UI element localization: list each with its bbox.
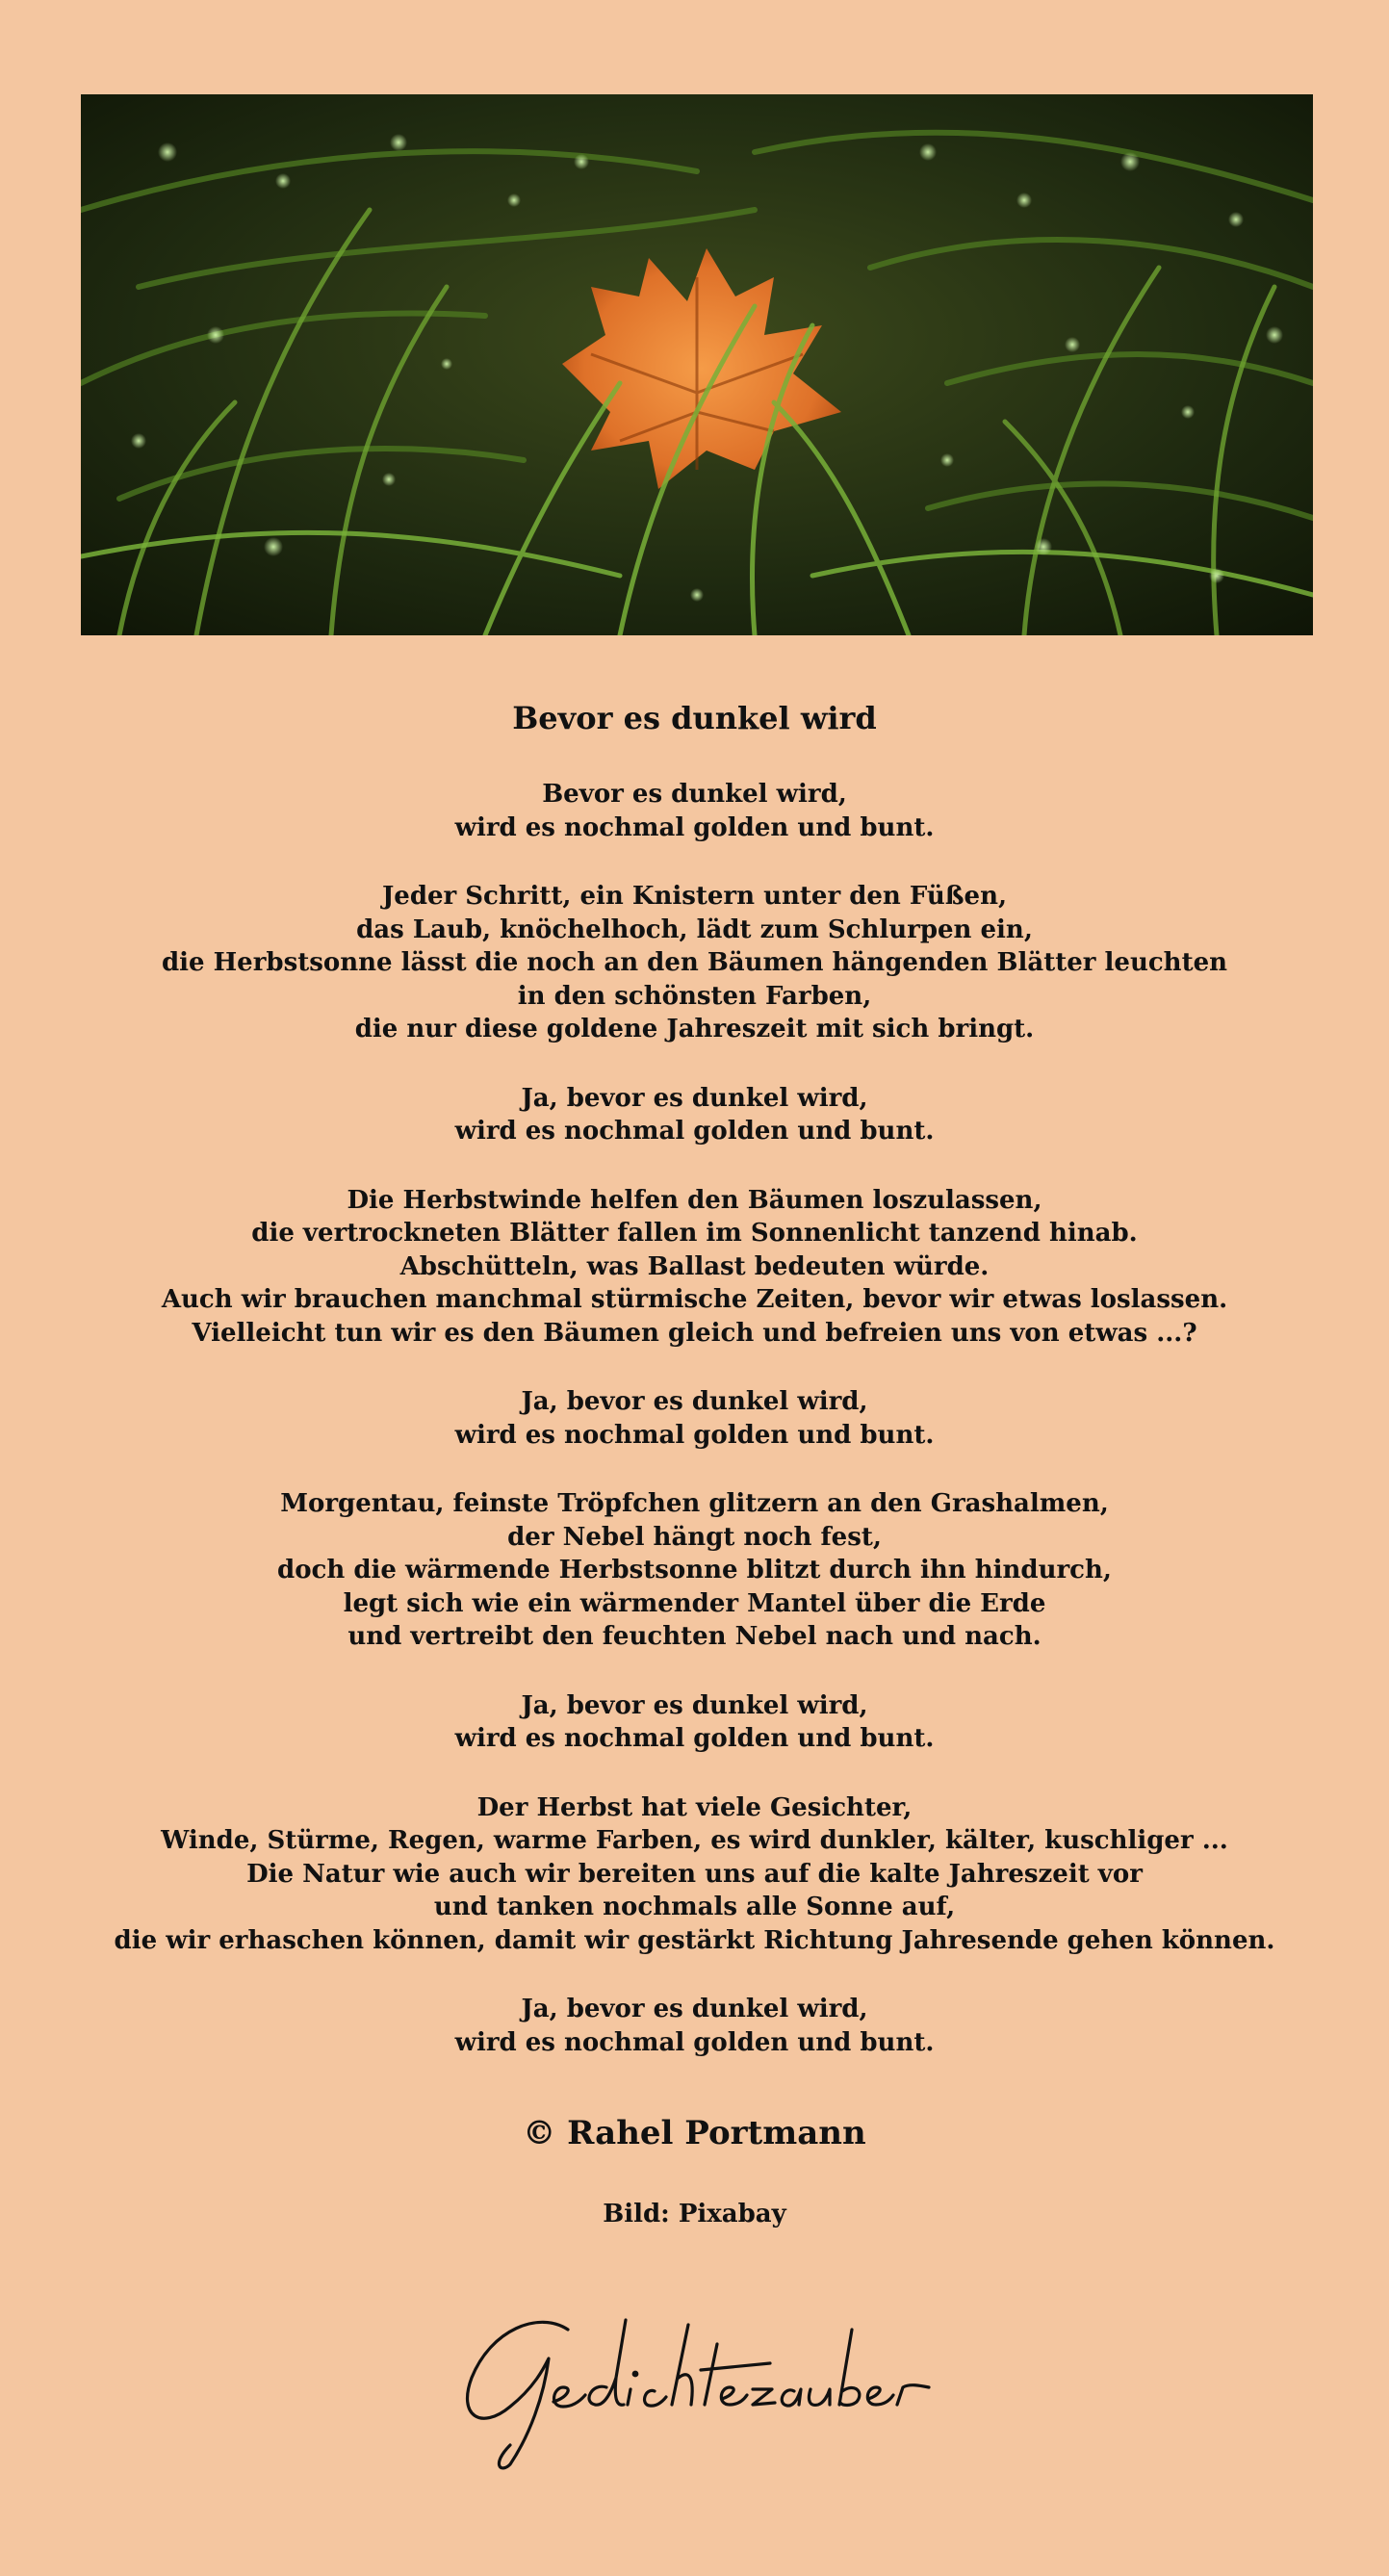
hero-image: [81, 94, 1313, 635]
poem-line: in den schönsten Farben,: [517, 981, 872, 1011]
poem-body: [19, 778, 1370, 2095]
poem-line: Ja, bevor es dunkel wird,: [521, 1995, 868, 2023]
poem-line: Ja, bevor es dunkel wird,: [521, 1387, 868, 1416]
poem-line: Der Herbst hat viele Gesichter,: [476, 1792, 913, 1822]
poem-line: Bevor es dunkel wird,: [542, 780, 847, 809]
poem-line: Winde, Stürme, Regen, warme Farben, es wird dunkler, kälter, kuschliger ...: [161, 1826, 1228, 1855]
stanza: [19, 1791, 1370, 1958]
poem-line: das Laub, knöchelhoch, lädt zum Schlurpen ein,: [356, 914, 1033, 944]
poem-line: Morgentau, feinste Tröpfchen glitzern an den Grashalmen,: [280, 1489, 1109, 1518]
poem-line: Jeder Schritt, ein Knistern unter den Füßen,: [381, 882, 1008, 911]
stanza: [19, 1689, 1370, 1756]
poem-line: der Nebel hängt noch fest,: [507, 1522, 882, 1552]
poem-line: Vielleicht tun wir es den Bäumen gleich und befreien uns von etwas ...?: [192, 1318, 1197, 1348]
poem-line: legt sich wie ein wärmender Mantel über die Erde: [343, 1588, 1046, 1618]
poem-line: die nur diese goldene Jahreszeit mit sich bringt.: [354, 1015, 1035, 1043]
poem-line: wird es nochmal golden und bunt.: [454, 1724, 935, 1753]
stanza: [19, 1082, 1370, 1148]
poem-line: Die Natur wie auch wir bereiten uns auf die kalte Jahreszeit vor: [246, 1859, 1143, 1889]
poem-line: wird es nochmal golden und bunt.: [454, 2027, 935, 2057]
stanza: [19, 1385, 1370, 1452]
poem-line: Die Herbstwinde helfen den Bäumen loszulassen,: [347, 1185, 1042, 1215]
stanza: [19, 1487, 1370, 1654]
poem-line: wird es nochmal golden und bunt.: [454, 1420, 935, 1450]
signature-logo: [452, 2310, 943, 2474]
stanza: [19, 1993, 1370, 2059]
poem-line: wird es nochmal golden und bunt.: [454, 812, 935, 842]
autumn-leaf-grass-photo: [81, 94, 1313, 635]
poem-line: die wir erhaschen können, damit wir gestärkt Richtung Jahresende gehen können.: [114, 1925, 1275, 1955]
image-credit: Bild: Pixabay: [603, 2200, 786, 2228]
poem-title: Bevor es dunkel wird: [512, 700, 877, 736]
stanza: [19, 778, 1370, 844]
poem-line: und tanken nochmals alle Sonne auf,: [433, 1893, 956, 1921]
author-credit: © Rahel Portmann: [523, 2114, 866, 2152]
poem-line: Ja, bevor es dunkel wird,: [521, 1690, 868, 1720]
poem-line: und vertreibt den feuchten Nebel nach und nach.: [347, 1622, 1042, 1651]
stanza: [19, 880, 1370, 1046]
poem-line: die Herbstsonne lässt die noch an den Bäumen hängenden Blätter leuchten: [161, 948, 1228, 977]
poem-line: Ja, bevor es dunkel wird,: [521, 1083, 868, 1113]
poem-line: doch die wärmende Herbstsonne blitzt durch ihn hindurch,: [277, 1556, 1112, 1584]
poem-line: die vertrockneten Blätter fallen im Sonnenlicht tanzend hinab.: [251, 1219, 1138, 1248]
poem-line: Auch wir brauchen manchmal stürmische Zeiten, bevor wir etwas loslassen.: [161, 1285, 1228, 1314]
poem-line: wird es nochmal golden und bunt.: [454, 1117, 935, 1146]
stanza: [19, 1184, 1370, 1351]
gedichtezauber-signature-icon: [452, 2310, 943, 2474]
poem-line: Abschütteln, was Ballast bedeuten würde.: [399, 1251, 990, 1281]
